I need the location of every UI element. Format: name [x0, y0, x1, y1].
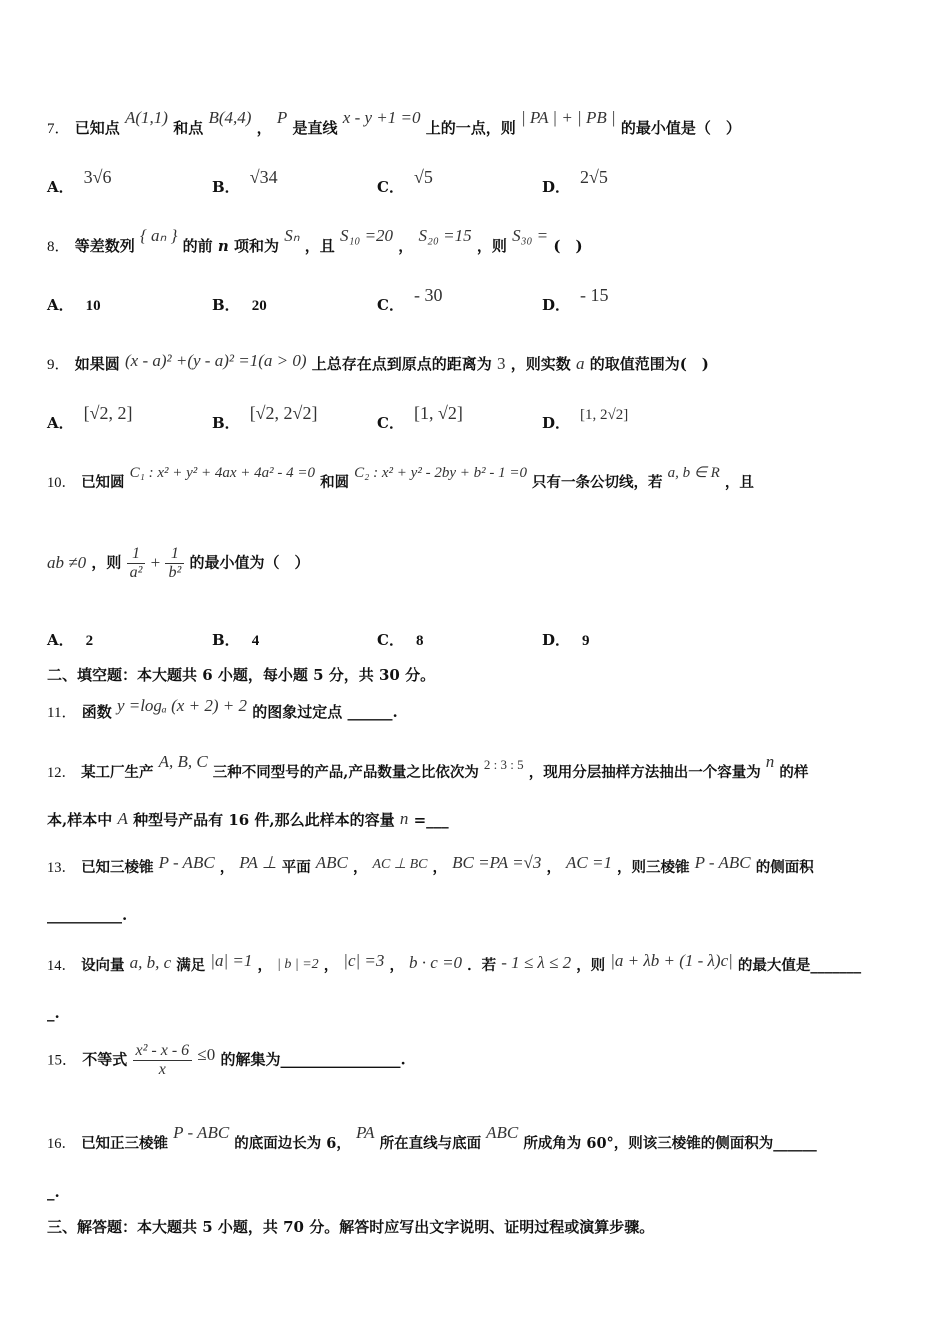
q10-condition: a, b ∈ R — [667, 465, 720, 481]
q9-variable-a: a — [575, 354, 585, 373]
q12-text-6: 种型号产品有 16 件,那么此样本的容量 — [133, 811, 395, 829]
q9-text-3: ，则实数 — [510, 355, 571, 373]
q8-text-7: ( ) — [553, 237, 583, 255]
q8-sequence: { aₙ } — [140, 226, 178, 245]
q12-type-a: A — [117, 809, 128, 828]
q7-option-d[interactable]: D． 2√5 — [542, 167, 608, 196]
question-number: 16． — [47, 1136, 76, 1152]
q9-distance: 3 — [496, 354, 506, 373]
q14-text-5: ， — [389, 957, 404, 974]
q7-text-2: 和点 — [173, 119, 204, 137]
question-12 — [47, 752, 809, 782]
q9-option-d[interactable]: D． [1, 2√2] — [542, 407, 629, 432]
q7-text-1: 已知点 — [74, 119, 120, 137]
q10-text-2: 和圆 — [320, 474, 350, 491]
q12-answer-blank[interactable]: =___ — [413, 811, 449, 829]
q13-text-8: 的侧面积 — [755, 859, 814, 876]
q13-ac: AC =1 — [566, 853, 612, 872]
question-number: 15． — [47, 1052, 78, 1069]
q8-text-5: ， — [398, 237, 414, 255]
q11-text-2: 的图象过定点 — [252, 703, 343, 721]
q8-text-3: 项和为 — [234, 237, 280, 255]
q13-perpendicular: PA ⊥ — [239, 853, 277, 872]
q16-edge: PA — [355, 1123, 375, 1142]
q14-dot-product: b · c =0 — [409, 953, 463, 972]
q10-text-3: 只有一条公切线，若 — [532, 474, 663, 491]
q15-fraction: $\frac{\text{x² - x - 6}}{x}$ — [133, 1042, 193, 1079]
q13-lengths: BC =PA =√3 — [452, 853, 542, 872]
q9-text-1: 如果圆 — [74, 355, 120, 373]
q13-pyramid: P - ABC — [158, 853, 215, 872]
q9-text-2: 上总存在点到原点的距离为 — [311, 355, 492, 373]
question-number: 9． — [47, 357, 70, 373]
q14-lambda-range: - 1 ≤ λ ≤ 2 — [501, 953, 572, 972]
question-13 — [47, 853, 814, 877]
q7-point-b: B(4,4) — [208, 108, 252, 127]
q7-line-equation: x - y +1 =0 — [342, 108, 421, 127]
q10-fraction-2: $\frac{1}{\text{b²}}$ — [165, 545, 184, 582]
q11-text-1: 函数 — [81, 703, 112, 721]
q8-option-b[interactable]: B． 20 — [212, 296, 267, 314]
q10-fraction-1: $\frac{1}{\text{a²}}$ — [127, 545, 146, 582]
q8-s20: S₂₀ =15 — [418, 226, 472, 245]
q12-products: A, B, C — [158, 752, 208, 771]
q16-text-2: 的底面边长为 6， — [234, 1135, 351, 1152]
q10-plus: + — [150, 552, 161, 572]
q12-ratio: 2 : 3 : 5 — [483, 757, 524, 772]
question-number: 10． — [47, 475, 76, 491]
q14-expression: |a + λb + (1 - λ)c| — [610, 951, 733, 970]
question-8 — [47, 226, 583, 256]
q13-pyramid-2: P - ABC — [694, 853, 751, 872]
q13-text-7: ，则三棱锥 — [617, 859, 690, 876]
q10-option-d[interactable]: D． 9 — [542, 631, 590, 649]
q14-text-4: ， — [323, 957, 339, 974]
q13-plane: ABC — [315, 853, 348, 872]
q10-circle-c2: C₂ : x² + y² - 2by + b² - 1 =0 — [354, 465, 527, 481]
question-number: 11． — [47, 705, 77, 721]
q7-option-b[interactable]: B． √34 — [212, 167, 278, 196]
q14-text-7: ，则 — [576, 957, 606, 974]
q7-point-a: A(1,1) — [125, 108, 168, 127]
q10-option-c[interactable]: C． 8 — [377, 631, 424, 649]
q10-text-1: 已知圆 — [81, 474, 125, 491]
question-11 — [47, 696, 398, 722]
question-12-line-2 — [47, 809, 449, 830]
q9-option-c[interactable]: C． [1, √2] — [377, 403, 463, 432]
q14-text-2: 满足 — [176, 957, 206, 974]
q16-answer-blank-end[interactable]: _. — [47, 1183, 60, 1201]
q10-text-6: 的最小值为（ ） — [189, 553, 310, 572]
question-number: 12． — [47, 765, 76, 781]
question-14 — [47, 951, 862, 975]
q14-answer-blank-end[interactable]: _. — [47, 1004, 60, 1022]
q16-text-4[interactable]: 所成角为 60°，则该三棱锥的侧面积为______ — [523, 1135, 817, 1152]
q13-ac-bc: AC ⊥ BC — [372, 857, 428, 872]
question-9 — [47, 353, 709, 374]
q7-option-a[interactable]: A． 3√6 — [47, 167, 112, 196]
q13-text-2: ， — [219, 859, 235, 876]
question-number: 8． — [47, 239, 70, 255]
q8-text-4: ，且 — [304, 237, 335, 255]
q12-n-2: n — [399, 809, 409, 828]
q12-text-5: 本,样本中 — [47, 811, 113, 829]
question-number: 7． — [47, 121, 70, 137]
q7-text-5: 上的一点，则 — [425, 119, 516, 137]
q13-text-5: ， — [432, 859, 448, 876]
q12-text-2: 三种不同型号的产品,产品数量之比依次为 — [212, 764, 479, 781]
q13-text-6: ， — [546, 859, 561, 876]
q7-distance-expression: | PA | + | PB | — [520, 108, 616, 127]
q14-norm-a: |a| =1 — [210, 951, 253, 970]
q8-s30: S₃₀ = — [512, 226, 549, 245]
q8-text-2: 的前 — [182, 237, 213, 255]
question-15 — [47, 1042, 406, 1079]
q7-point-p: P — [276, 108, 288, 127]
q14-text-6: ．若 — [467, 957, 497, 974]
q8-option-c[interactable]: C． - 30 — [377, 285, 443, 314]
q10-option-a[interactable]: A． 2 — [47, 631, 94, 649]
q13-text-1: 已知三棱锥 — [81, 859, 154, 876]
q7-text-3: ， — [256, 119, 272, 137]
question-7 — [47, 108, 741, 138]
q16-base: ABC — [486, 1123, 519, 1142]
q9-option-b[interactable]: B． [√2, 2√2] — [212, 403, 318, 432]
section-heading-solutions: 三、解答题：本大题共 5 小题，共 70 分。解答时应写出文字说明、证明过程或演算步骤。 — [47, 1218, 655, 1236]
question-10 — [47, 465, 754, 492]
q8-option-d[interactable]: D． - 15 — [542, 285, 609, 314]
q12-text-4: 的样 — [779, 764, 809, 781]
q9-text-4: 的取值范围为( ) — [589, 355, 709, 373]
q14-text-8[interactable]: 的最大值是_______ — [737, 957, 862, 974]
q10-ab-nonzero: ab ≠0 — [47, 552, 87, 572]
q8-text-6: ，则 — [476, 237, 507, 255]
q14-norm-c: |c| =3 — [343, 951, 385, 970]
q9-circle-equation: (x - a)² +(y - a)² =1(a > 0) — [125, 351, 307, 370]
q15-answer-blank[interactable]: 的解集为________________. — [220, 1050, 406, 1069]
q14-text-1: 设向量 — [81, 957, 125, 974]
q14-norm-b: | b | =2 — [277, 957, 319, 972]
q15-inequality: ≤0 — [197, 1044, 216, 1064]
q16-text-3: 所在直线与底面 — [379, 1135, 482, 1152]
q16-pyramid: P - ABC — [173, 1123, 230, 1142]
q9-option-a[interactable]: A． [√2, 2] — [47, 403, 133, 432]
q8-text-1: 等差数列 — [74, 237, 135, 255]
q8-s10: S₁₀ =20 — [340, 226, 394, 245]
q16-text-1: 已知正三棱锥 — [81, 1135, 169, 1152]
q10-option-b[interactable]: B． 4 — [212, 631, 260, 649]
q8-sum: Sₙ — [284, 226, 300, 245]
q11-answer-blank[interactable]: ______. — [347, 703, 398, 721]
q10-text-5: ，则 — [91, 553, 122, 572]
q13-text-3: 平面 — [281, 859, 311, 876]
q13-text-4: ， — [352, 859, 368, 876]
q7-text-4: 是直线 — [292, 119, 338, 137]
q7-text-6: 的最小值是（ ） — [620, 119, 741, 137]
q10-text-4: ，且 — [724, 474, 754, 491]
q12-text-1: 某工厂生产 — [81, 764, 154, 781]
question-number: 13． — [47, 860, 76, 876]
q14-vectors: a, b, c — [129, 953, 172, 972]
q15-text-1: 不等式 — [82, 1050, 128, 1069]
q12-n: n — [765, 752, 775, 771]
question-number: 14． — [47, 958, 76, 974]
q8-option-a[interactable]: A． 10 — [47, 296, 101, 314]
q14-text-3: ， — [257, 957, 272, 974]
q10-circle-c1: C₁ : x² + y² + 4ax + 4a² - 4 =0 — [129, 465, 316, 481]
section-heading-fill-in: 二、填空题：本大题共 6 小题，每小题 5 分，共 30 分。 — [47, 666, 436, 684]
q8-n: n — [217, 237, 229, 255]
question-16 — [47, 1123, 817, 1153]
q7-option-c[interactable]: C． √5 — [377, 167, 433, 196]
q12-text-3: ，现用分层抽样方法抽出一个容量为 — [528, 764, 761, 781]
q11-function: y =logₐ (x + 2) + 2 — [116, 696, 247, 715]
q13-answer-blank[interactable]: __________. — [47, 906, 128, 924]
question-10-line-2 — [47, 545, 309, 582]
